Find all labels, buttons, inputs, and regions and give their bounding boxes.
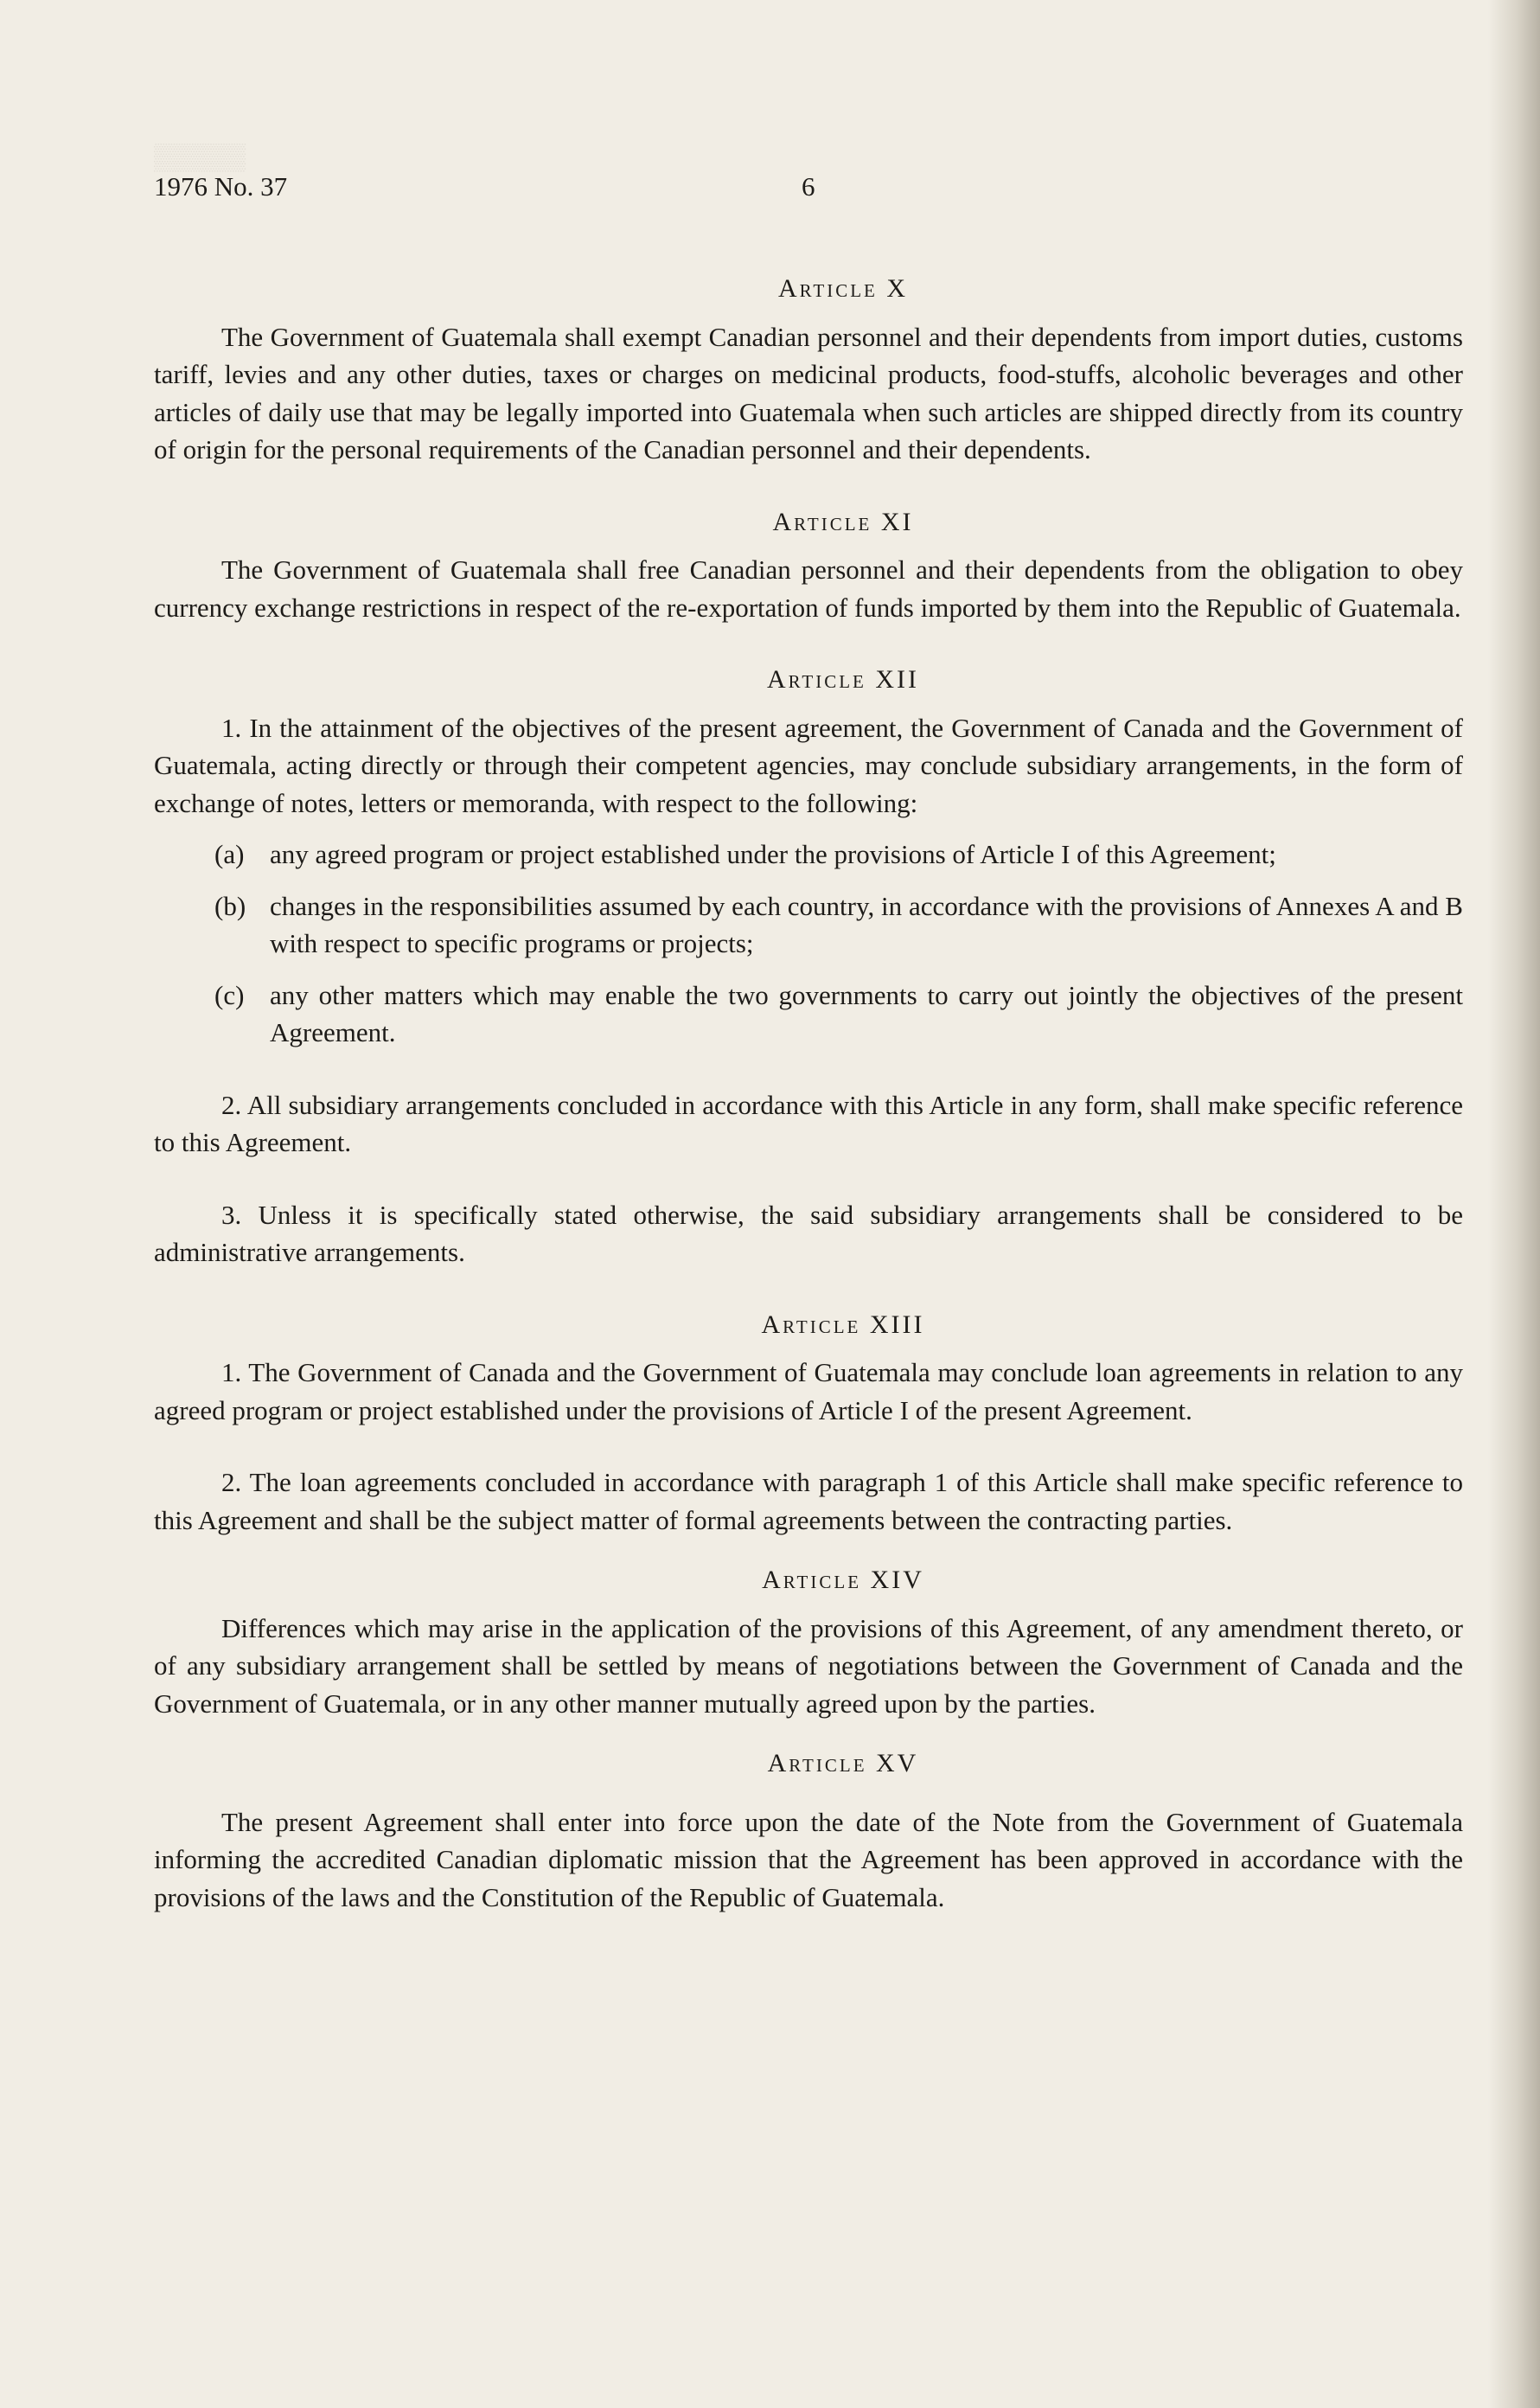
document-number: 1976 No. 37 xyxy=(154,171,288,202)
list-item-text: any agreed program or project established under the provisions of Article I of this Agreement; xyxy=(270,839,1276,869)
list-item-label: (c) xyxy=(214,979,245,1010)
article-heading: Article XIII xyxy=(761,1310,925,1339)
list-item-label: (a) xyxy=(214,839,245,869)
paragraph: 2. The loan agreements concluded in accordance with paragraph 1 of this Article shall make specific reference to this Agreement and shall be the subject matter of formal agreements between the contracting parties. xyxy=(154,1467,1463,1535)
article-heading: Article XI xyxy=(772,507,914,536)
document-body xyxy=(154,270,1463,1916)
paragraph: The Government of Guatemala shall free Canadian personnel and their dependents from the obligation to obey currency exchange restrictions in respect of the re-exportation of funds imported by them into the Republic of Guatemala. xyxy=(154,554,1463,623)
list-item-text: any other matters which may enable the two governments to carry out jointly the objectives of the present Agreement. xyxy=(270,979,1463,1047)
page-header xyxy=(154,171,1463,213)
paragraph: 2. All subsidiary arrangements concluded in accordance with this Article in any form, shall make specific reference to this Agreement. xyxy=(154,1089,1463,1157)
paragraph: 1. In the attainment of the objectives of the present agreement, the Government of Canada and the Government of Guatemala, acting directly or through their competent agencies, may conclude subsidiary arrangements, in the form of exchange of notes, letters or memoranda, with respect to the following: xyxy=(154,712,1463,818)
page-edge-shadow xyxy=(1488,0,1540,2408)
paragraph: 3. Unless it is specifically stated otherwise, the said subsidiary arrangements shall be considered to be administrative arrangements. xyxy=(154,1199,1463,1267)
paragraph: 1. The Government of Canada and the Government of Guatemala may conclude loan agreements in relation to any agreed program or project established under the provisions of Article I of the present Agreement. xyxy=(154,1357,1463,1425)
article-heading: Article XII xyxy=(766,665,920,694)
list-item xyxy=(154,887,1463,963)
article-heading: Article XV xyxy=(767,1749,919,1777)
bleed-through-text: ▒▒▒▒▒ xyxy=(154,143,246,171)
article-heading: Article XIV xyxy=(762,1566,924,1594)
paragraph: The Government of Guatemala shall exempt Canadian personnel and their dependents from import duties, customs tariff, levies and any other duties, taxes or charges on medicinal products, food-stuffs, alcoholic beverages and other articles of daily use that may be legally imported into Guatemala when such articles are shipped directly from its country of origin for the personal requirements of the Canadian personnel and their dependents. xyxy=(154,321,1463,464)
list-item xyxy=(154,836,1463,874)
page-number: 6 xyxy=(802,171,815,202)
list-item xyxy=(154,977,1463,1052)
paragraph: Differences which may arise in the application of the provisions of this Agreement, of any amendment thereto, or of any subsidiary arrangement shall be settled by means of negotiations between the Government of Canada and the Government of Guatemala, or in any other manner mutually agreed upon by the parties. xyxy=(154,1612,1463,1719)
article-heading: Article X xyxy=(777,274,909,303)
paragraph: The present Agreement shall enter into force upon the date of the Note from the Government of Guatemala informing the accredited Canadian diplomatic mission that the Agreement has been approved in accordance with the provisions of the laws and the Constitution of the Republic of Guatemala. xyxy=(154,1806,1463,1912)
list-item-label: (b) xyxy=(214,890,246,921)
list-item-text: changes in the responsibilities assumed by each country, in accordance with the provisions of Annexes A and B with respect to specific programs or projects; xyxy=(270,890,1463,958)
